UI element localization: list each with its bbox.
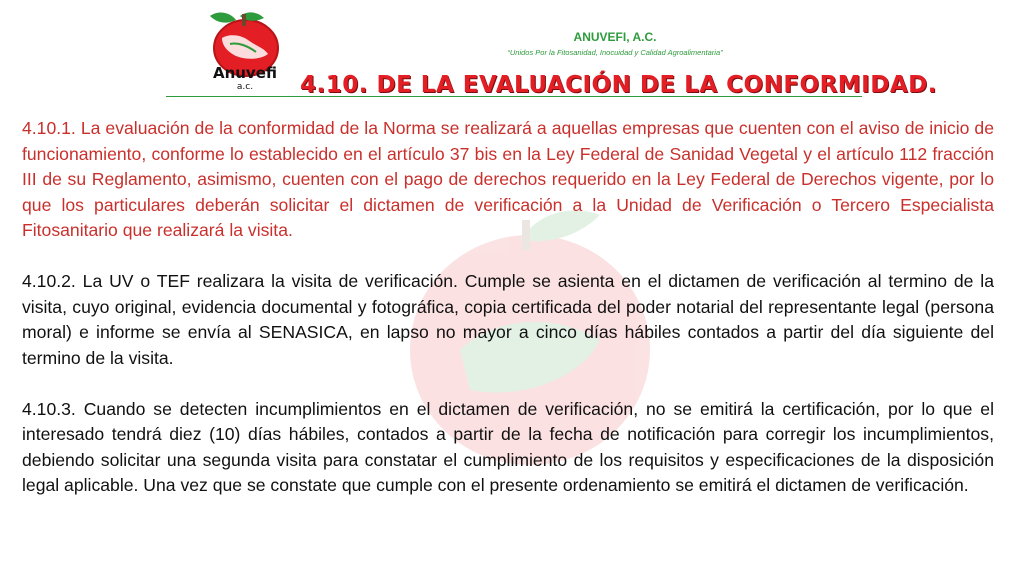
org-name: ANUVEFI, A.C.	[573, 30, 657, 44]
paragraph-4-10-3: 4.10.3. Cuando se detecten incumplimientos en el dictamen de verificación, no se emitirá la certificación, por lo que el interesado tendrá diez (10) días hábiles, contados a partir de la fecha de notificación para corregir los incumplimientos, debiendo solicitar una segunda visita para constatar el cumplimiento de los requisitos y especificaciones de la disposición legal aplicable. Una vez que se constate que cumple con el presente ordenamiento se emitirá el dictamen de verificación.	[22, 398, 994, 495]
paragraph-4-10-1: 4.10.1. La evaluación de la conformidad de la Norma se realizará a aquellas empresas que cuenten con el aviso de inicio de funcionamiento, conforme lo establecido en el artículo 37 bis en la Ley Federal de Sanidad Vegetal y el artículo 112 fracción III de su Reglamento, asimismo, cuenten con el pago de derechos requerido en la Ley Federal de Derechos vigente, por lo que los particulares deberán solicitar el dictamen de verificación a la Unidad de Verificación o Tercero Especialista Fitosanitario que realizará la visita.	[22, 118, 994, 240]
org-slogan: “Unidos Por la Fitosanidad, Inocuidad y Calidad Agroalimentaria”	[507, 48, 723, 57]
page-title: 4.10. DE LA EVALUACIÓN DE LA CONFORMIDAD.	[300, 72, 937, 98]
document-body	[22, 116, 994, 524]
logo-wordmark	[205, 66, 285, 94]
logo-name: Anuvefi	[212, 64, 278, 82]
logo-sub: a.c.	[236, 82, 254, 92]
paragraph-4-10-2: 4.10.2. La UV o TEF realizara la visita de verificación. Cumple se asienta en el dictamen de verificación al termino de la visita, cuyo original, evidencia documental y fotográfica, copia certificada del poder notarial del representante legal (persona moral) e informe se envía al SENASICA, en lapso no mayor a cinco días hábiles contados a partir del día siguiente del termino de la visita.	[22, 271, 994, 368]
